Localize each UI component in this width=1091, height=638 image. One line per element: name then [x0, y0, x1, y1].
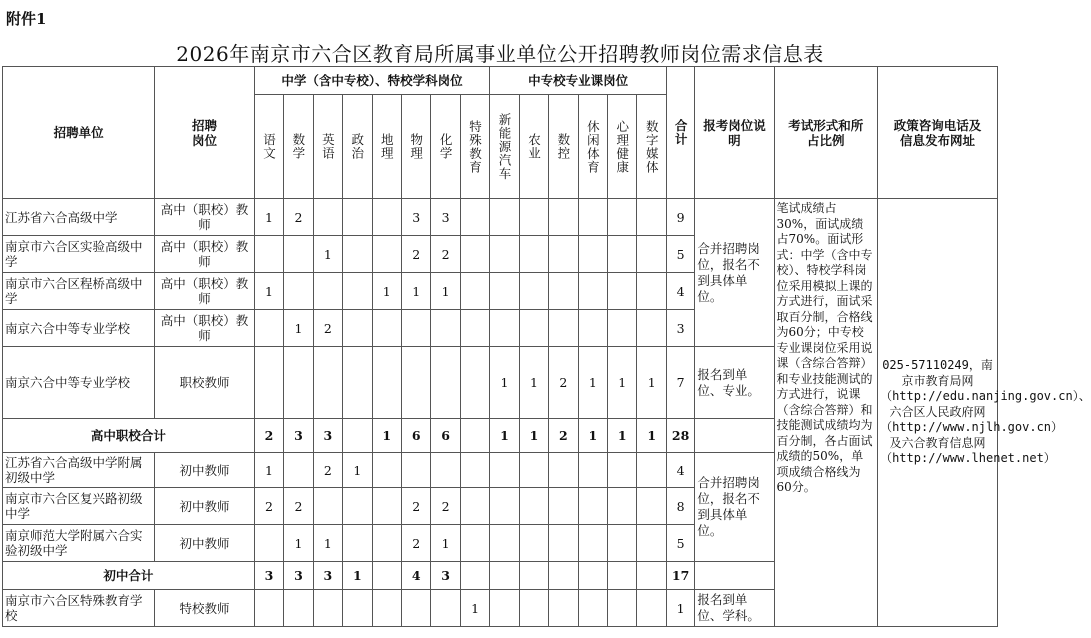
subtotal-cell: 1 — [637, 419, 666, 453]
total-cell: 4 — [666, 453, 694, 488]
post-cell: 职校教师 — [155, 347, 254, 419]
subtotal-cell: 3 — [284, 419, 313, 453]
header-subject: 语文 — [254, 95, 283, 199]
count-cell — [372, 199, 401, 236]
subtotal-cell — [343, 419, 372, 453]
header-subject: 数学 — [284, 95, 313, 199]
count-cell — [519, 236, 548, 273]
total-cell: 9 — [666, 199, 694, 236]
count-cell — [519, 199, 548, 236]
count-cell — [637, 488, 666, 525]
count-cell — [401, 310, 430, 347]
header-subject: 物理 — [401, 95, 430, 199]
count-cell: 1 — [431, 525, 460, 562]
count-cell — [401, 453, 430, 488]
count-cell — [549, 236, 578, 273]
post-description: 报名到单位、专业。 — [695, 347, 774, 419]
count-cell — [490, 273, 519, 310]
post-cell: 高中（职校）教师 — [155, 199, 254, 236]
subtotal-cell: 3 — [254, 562, 283, 590]
count-cell — [608, 199, 637, 236]
subtotal-cell: 1 — [372, 419, 401, 453]
count-cell — [519, 453, 548, 488]
subtotal-cell: 6 — [431, 419, 460, 453]
count-cell — [578, 310, 607, 347]
header-desc: 报考岗位说明 — [695, 67, 774, 199]
count-cell — [549, 590, 578, 627]
count-cell — [608, 273, 637, 310]
count-cell — [578, 488, 607, 525]
header-group-b: 中专校专业课岗位 — [490, 67, 667, 95]
count-cell — [343, 525, 372, 562]
count-cell: 1 — [637, 347, 666, 419]
count-cell — [254, 310, 283, 347]
subtotal-cell: 2 — [549, 419, 578, 453]
count-cell — [578, 199, 607, 236]
count-cell — [637, 590, 666, 627]
count-cell — [343, 310, 372, 347]
total-cell: 3 — [666, 310, 694, 347]
count-cell: 2 — [313, 310, 342, 347]
unit-cell: 南京市六合区特殊教育学校 — [3, 590, 155, 627]
exam-format: 笔试成绩占30%，面试成绩占70%。面试形式：中学（含中专校）、特校学科岗位采用模拟上课的方式进行，面试采取百分制，合格线为60分；中专校专业课岗位采用说课（含综合答辩）和专业技能测试的方式进行，说课（含综合答辩）和技能测试成绩均为百分制，各占面试成绩的50%，单项成绩合格线为60分。 — [774, 199, 878, 627]
count-cell — [490, 453, 519, 488]
count-cell: 2 — [284, 488, 313, 525]
header-subject: 化学 — [431, 95, 460, 199]
count-cell — [313, 199, 342, 236]
count-cell — [490, 236, 519, 273]
post-cell: 初中教师 — [155, 525, 254, 562]
count-cell — [254, 525, 283, 562]
count-cell — [343, 488, 372, 525]
count-cell: 1 — [490, 347, 519, 419]
count-cell — [637, 310, 666, 347]
subtotal-cell — [549, 562, 578, 590]
count-cell — [313, 273, 342, 310]
annex-label: 附件1 — [6, 10, 47, 28]
count-cell — [637, 199, 666, 236]
count-cell — [608, 488, 637, 525]
count-cell — [490, 590, 519, 627]
count-cell — [343, 590, 372, 627]
total-cell: 7 — [666, 347, 694, 419]
count-cell: 1 — [313, 525, 342, 562]
count-cell — [637, 453, 666, 488]
count-cell — [519, 488, 548, 525]
count-cell: 1 — [284, 525, 313, 562]
count-cell — [254, 590, 283, 627]
count-cell: 2 — [254, 488, 283, 525]
count-cell — [372, 453, 401, 488]
count-cell — [490, 310, 519, 347]
count-cell — [284, 347, 313, 419]
post-description: 报名到单位、学科。 — [695, 590, 774, 627]
count-cell — [460, 236, 489, 273]
post-cell: 高中（职校）教师 — [155, 236, 254, 273]
subtotal-cell: 3 — [284, 562, 313, 590]
count-cell — [490, 525, 519, 562]
count-cell: 2 — [549, 347, 578, 419]
count-cell: 1 — [460, 590, 489, 627]
subtotal-cell: 6 — [401, 419, 430, 453]
count-cell: 3 — [401, 199, 430, 236]
subtotal-total: 28 — [666, 419, 694, 453]
count-cell — [519, 273, 548, 310]
page-title: 2026年南京市六合区教育局所属事业单位公开招聘教师岗位需求信息表 — [176, 42, 824, 66]
header-contact: 政策咨询电话及信息发布网址 — [878, 67, 998, 199]
count-cell — [549, 199, 578, 236]
count-cell: 2 — [313, 453, 342, 488]
subtotal-cell: 1 — [608, 419, 637, 453]
total-cell: 1 — [666, 590, 694, 627]
total-cell: 4 — [666, 273, 694, 310]
header-unit: 招聘单位 — [3, 67, 155, 199]
header-subject: 休闲体育 — [578, 95, 607, 199]
subtotal-cell — [460, 562, 489, 590]
count-cell — [578, 525, 607, 562]
unit-cell: 江苏省六合高级中学附属初级中学 — [3, 453, 155, 488]
header-total: 合计 — [666, 67, 694, 199]
count-cell — [313, 488, 342, 525]
count-cell — [284, 590, 313, 627]
subtotal-cell: 1 — [490, 419, 519, 453]
post-cell: 高中（职校）教师 — [155, 310, 254, 347]
unit-cell: 南京市六合区实验高级中学 — [3, 236, 155, 273]
header-subject: 英语 — [313, 95, 342, 199]
count-cell — [608, 590, 637, 627]
count-cell — [343, 347, 372, 419]
subtotal-cell: 3 — [313, 562, 342, 590]
subtotal-cell: 2 — [254, 419, 283, 453]
subtotal-cell — [460, 419, 489, 453]
recruitment-table — [2, 66, 1091, 627]
subtotal-cell — [637, 562, 666, 590]
count-cell — [254, 347, 283, 419]
count-cell — [519, 310, 548, 347]
count-cell — [549, 525, 578, 562]
subtotal-label: 高中职校合计 — [3, 419, 255, 453]
count-cell — [549, 310, 578, 347]
count-cell — [431, 453, 460, 488]
post-cell: 初中教师 — [155, 453, 254, 488]
count-cell: 2 — [401, 525, 430, 562]
count-cell — [460, 525, 489, 562]
total-cell: 8 — [666, 488, 694, 525]
count-cell — [372, 236, 401, 273]
count-cell — [343, 236, 372, 273]
subtotal-cell: 1 — [343, 562, 372, 590]
total-cell: 5 — [666, 236, 694, 273]
count-cell — [401, 347, 430, 419]
post-description-empty — [695, 562, 774, 590]
count-cell — [343, 273, 372, 310]
count-cell — [284, 273, 313, 310]
count-cell: 1 — [401, 273, 430, 310]
subtotal-cell: 1 — [519, 419, 548, 453]
count-cell — [460, 310, 489, 347]
subtotal-cell — [372, 562, 401, 590]
count-cell — [460, 199, 489, 236]
count-cell — [578, 590, 607, 627]
table-row — [3, 199, 998, 236]
subtotal-cell: 1 — [578, 419, 607, 453]
total-cell: 5 — [666, 525, 694, 562]
count-cell: 2 — [401, 488, 430, 525]
count-cell: 1 — [519, 347, 548, 419]
count-cell — [549, 488, 578, 525]
count-cell — [578, 273, 607, 310]
count-cell: 2 — [284, 199, 313, 236]
unit-cell: 南京六合中等专业学校 — [3, 310, 155, 347]
header-post: 招聘岗位 — [155, 67, 254, 199]
count-cell: 1 — [578, 347, 607, 419]
count-cell: 2 — [431, 236, 460, 273]
header-subject: 心理健康 — [608, 95, 637, 199]
count-cell: 1 — [254, 199, 283, 236]
unit-cell: 南京市六合区程桥高级中学 — [3, 273, 155, 310]
count-cell — [490, 199, 519, 236]
count-cell — [372, 347, 401, 419]
header-group-a: 中学（含中专校）、特校学科岗位 — [254, 67, 490, 95]
count-cell: 1 — [431, 273, 460, 310]
count-cell — [431, 347, 460, 419]
count-cell — [431, 310, 460, 347]
header-exam: 考试形式和所占比例 — [774, 67, 878, 199]
count-cell — [460, 347, 489, 419]
count-cell — [608, 236, 637, 273]
subtotal-cell — [608, 562, 637, 590]
post-description: 合并招聘岗位，报名不到具体单位。 — [695, 199, 774, 347]
count-cell: 1 — [372, 273, 401, 310]
header-subject: 特殊教育 — [460, 95, 489, 199]
header-subject: 政治 — [343, 95, 372, 199]
count-cell — [372, 590, 401, 627]
header-subject: 地理 — [372, 95, 401, 199]
count-cell — [460, 453, 489, 488]
count-cell — [313, 590, 342, 627]
count-cell: 1 — [254, 273, 283, 310]
subtotal-total: 17 — [666, 562, 694, 590]
count-cell — [490, 488, 519, 525]
count-cell — [608, 525, 637, 562]
unit-cell: 南京六合中等专业学校 — [3, 347, 155, 419]
subtotal-cell: 3 — [313, 419, 342, 453]
post-cell: 高中（职校）教师 — [155, 273, 254, 310]
count-cell — [401, 590, 430, 627]
subtotal-cell — [490, 562, 519, 590]
count-cell — [578, 453, 607, 488]
count-cell — [637, 236, 666, 273]
count-cell: 2 — [401, 236, 430, 273]
count-cell: 1 — [254, 453, 283, 488]
post-description: 合并招聘岗位，报名不到具体单位。 — [695, 453, 774, 562]
count-cell — [608, 453, 637, 488]
count-cell — [549, 453, 578, 488]
count-cell — [372, 525, 401, 562]
header-subject: 农业 — [519, 95, 548, 199]
count-cell — [460, 488, 489, 525]
count-cell — [637, 273, 666, 310]
post-cell: 特校教师 — [155, 590, 254, 627]
subtotal-label: 初中合计 — [3, 562, 255, 590]
count-cell — [372, 488, 401, 525]
count-cell — [284, 453, 313, 488]
subtotal-cell: 3 — [431, 562, 460, 590]
count-cell: 2 — [431, 488, 460, 525]
count-cell — [343, 199, 372, 236]
unit-cell: 南京师范大学附属六合实验初级中学 — [3, 525, 155, 562]
count-cell — [519, 590, 548, 627]
count-cell — [519, 525, 548, 562]
count-cell: 1 — [313, 236, 342, 273]
count-cell — [460, 273, 489, 310]
count-cell — [549, 273, 578, 310]
count-cell — [431, 590, 460, 627]
post-description-empty — [695, 419, 774, 453]
unit-cell: 江苏省六合高级中学 — [3, 199, 155, 236]
count-cell — [372, 310, 401, 347]
subtotal-cell — [519, 562, 548, 590]
count-cell — [254, 236, 283, 273]
count-cell — [284, 236, 313, 273]
count-cell — [313, 347, 342, 419]
count-cell: 1 — [608, 347, 637, 419]
header-subject: 新能源汽车 — [490, 95, 519, 199]
count-cell — [637, 525, 666, 562]
count-cell: 1 — [343, 453, 372, 488]
count-cell — [608, 310, 637, 347]
count-cell: 1 — [284, 310, 313, 347]
post-cell: 初中教师 — [155, 488, 254, 525]
header-subject: 数控 — [549, 95, 578, 199]
count-cell — [578, 236, 607, 273]
count-cell: 3 — [431, 199, 460, 236]
subtotal-cell — [578, 562, 607, 590]
subtotal-cell: 4 — [401, 562, 430, 590]
unit-cell: 南京市六合区复兴路初级中学 — [3, 488, 155, 525]
header-subject: 数字媒体 — [637, 95, 666, 199]
contact-info: 025-57110249，南京市教育局网（http://edu.nanjing.gov.cn）、六合区人民政府网（http://www.njlh.gov.cn）及六合教育信息网（http://www.lhenet.net） — [878, 199, 998, 627]
